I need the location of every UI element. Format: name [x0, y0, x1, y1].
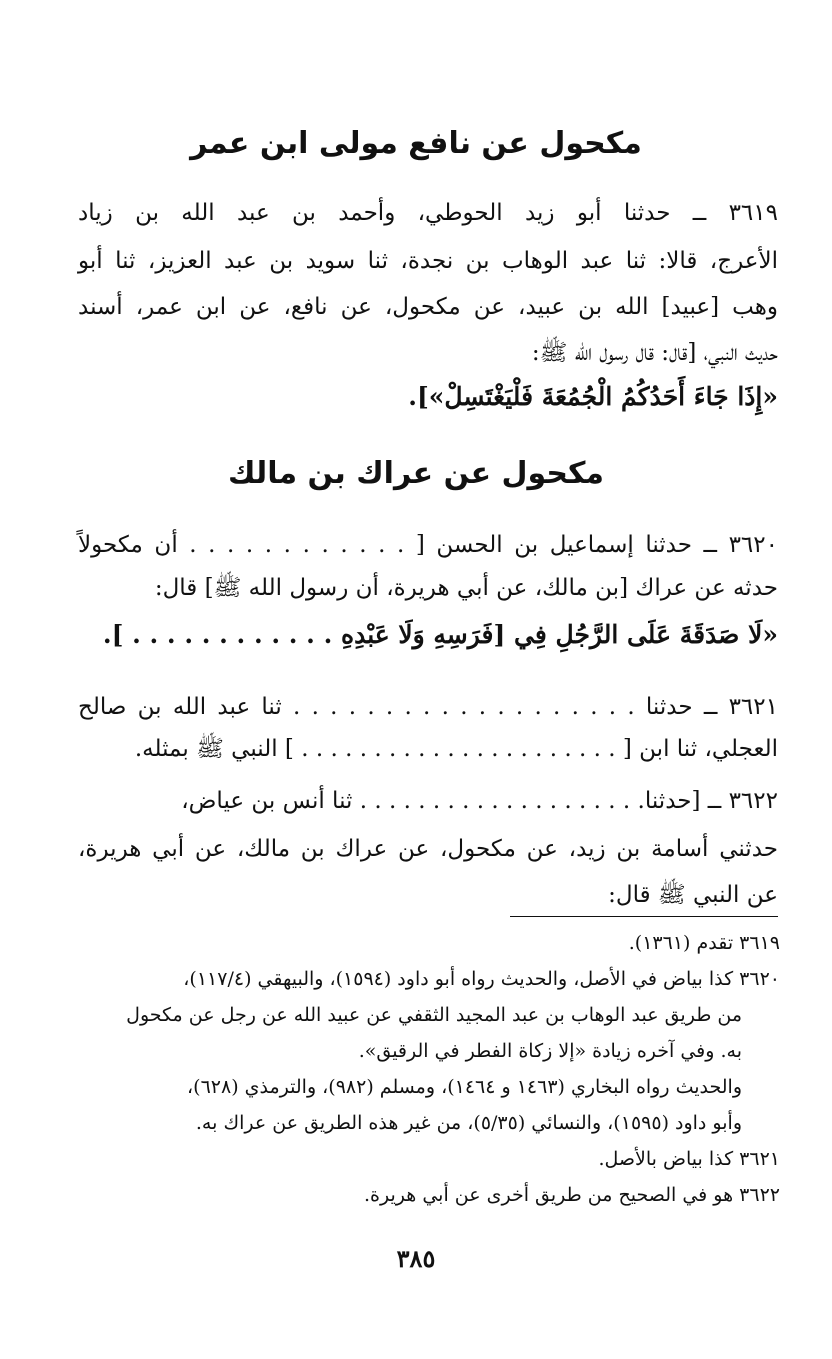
- hadith-text-3619: «إِذَا جَاءَ أَحَدُكُمُ الْجُمُعَةَ فَلْيَغْتَسِلْ»].: [408, 382, 778, 411]
- body-line-12: حدثني أسامة بن زيد، عن مكحول، عن عراك بن مالك، عن أبي هريرة،: [78, 836, 778, 862]
- body-line-9: ٣٦٢١ ــ حدثنا . . . . . . . . . . . . . . . . . . . ثنا عبد الله بن صالح: [78, 694, 778, 720]
- body-line-6: ٣٦٢٠ ــ حدثنا إسماعيل بن الحسن [ . . . . . . . . . . . . أن مكحولاً: [78, 532, 778, 558]
- section-heading-irak: مكحول عن عراك بن مالك: [228, 456, 604, 491]
- footnote-3620-line-3: به. وفي آخره زيادة «إلا زكاة الفطر في الرقيق».: [358, 1040, 742, 1062]
- body-line-4: حديث النبي، [قال: قال رسول الله ﷺ:: [531, 340, 778, 366]
- section-heading-nafi: مكحول عن نافع مولى ابن عمر: [190, 126, 642, 161]
- page-number: ٣٨٥: [396, 1244, 436, 1273]
- hadith-text-3620: «لَا صَدَقَةَ عَلَى الرَّجُلِ فِي [فَرَسِهِ وَلَا عَبْدِهِ . . . . . . . . . . . . ].: [102, 620, 778, 649]
- footnote-3621: ٣٦٢١ كذا بياض بالأصل.: [598, 1148, 780, 1170]
- footnote-3622: ٣٦٢٢ هو في الصحيح من طريق أخرى عن أبي هريرة.: [364, 1184, 780, 1206]
- footnote-separator: [510, 916, 778, 917]
- footnote-3620: ٣٦٢٠ كذا بياض في الأصل، والحديث رواه أبو داود (١٥٩٤)، والبيهقي (١١٧/٤)،: [183, 968, 780, 990]
- body-line-13: عن النبي ﷺ قال:: [608, 882, 778, 908]
- body-line-1: ٣٦١٩ ــ حدثنا أبو زيد الحوطي، وأحمد بن عبد الله بن زياد: [78, 200, 778, 226]
- body-line-3: وهب [عبيد] الله بن عبيد، عن مكحول، عن نافع، عن ابن عمر، أسند: [78, 294, 778, 320]
- footnote-3620-line-4: والحديث رواه البخاري (١٤٦٣ و ١٤٦٤)، ومسلم (٩٨٢)، والترمذي (٦٢٨)،: [187, 1076, 742, 1098]
- footnote-3619: ٣٦١٩ تقدم (١٣٦١).: [628, 932, 780, 954]
- footnote-3620-line-2: من طريق عبد الوهاب بن عبد المجيد الثقفي عن عبيد الله عن رجل عن مكحول: [126, 1004, 742, 1026]
- footnote-3620-line-5: وأبو داود (١٥٩٥)، والنسائي (٥/٣٥)، من غير هذه الطريق عن عراك به.: [195, 1112, 742, 1134]
- body-line-10: العجلي، ثنا ابن [ . . . . . . . . . . . . . . . . . . . . . . ] النبي ﷺ بمثله.: [134, 736, 778, 762]
- body-line-11: ٣٦٢٢ ــ [حدثنا. . . . . . . . . . . . . . . . . . . . ثنا أنس بن عياض،: [181, 788, 778, 814]
- body-line-2: الأعرج، قالا: ثنا عبد الوهاب بن نجدة، ثنا سويد بن عبد العزيز، ثنا أبو: [78, 248, 778, 274]
- body-line-7: حدثه عن عراك [بن مالك، عن أبي هريرة، أن رسول الله ﷺ] قال:: [154, 575, 778, 601]
